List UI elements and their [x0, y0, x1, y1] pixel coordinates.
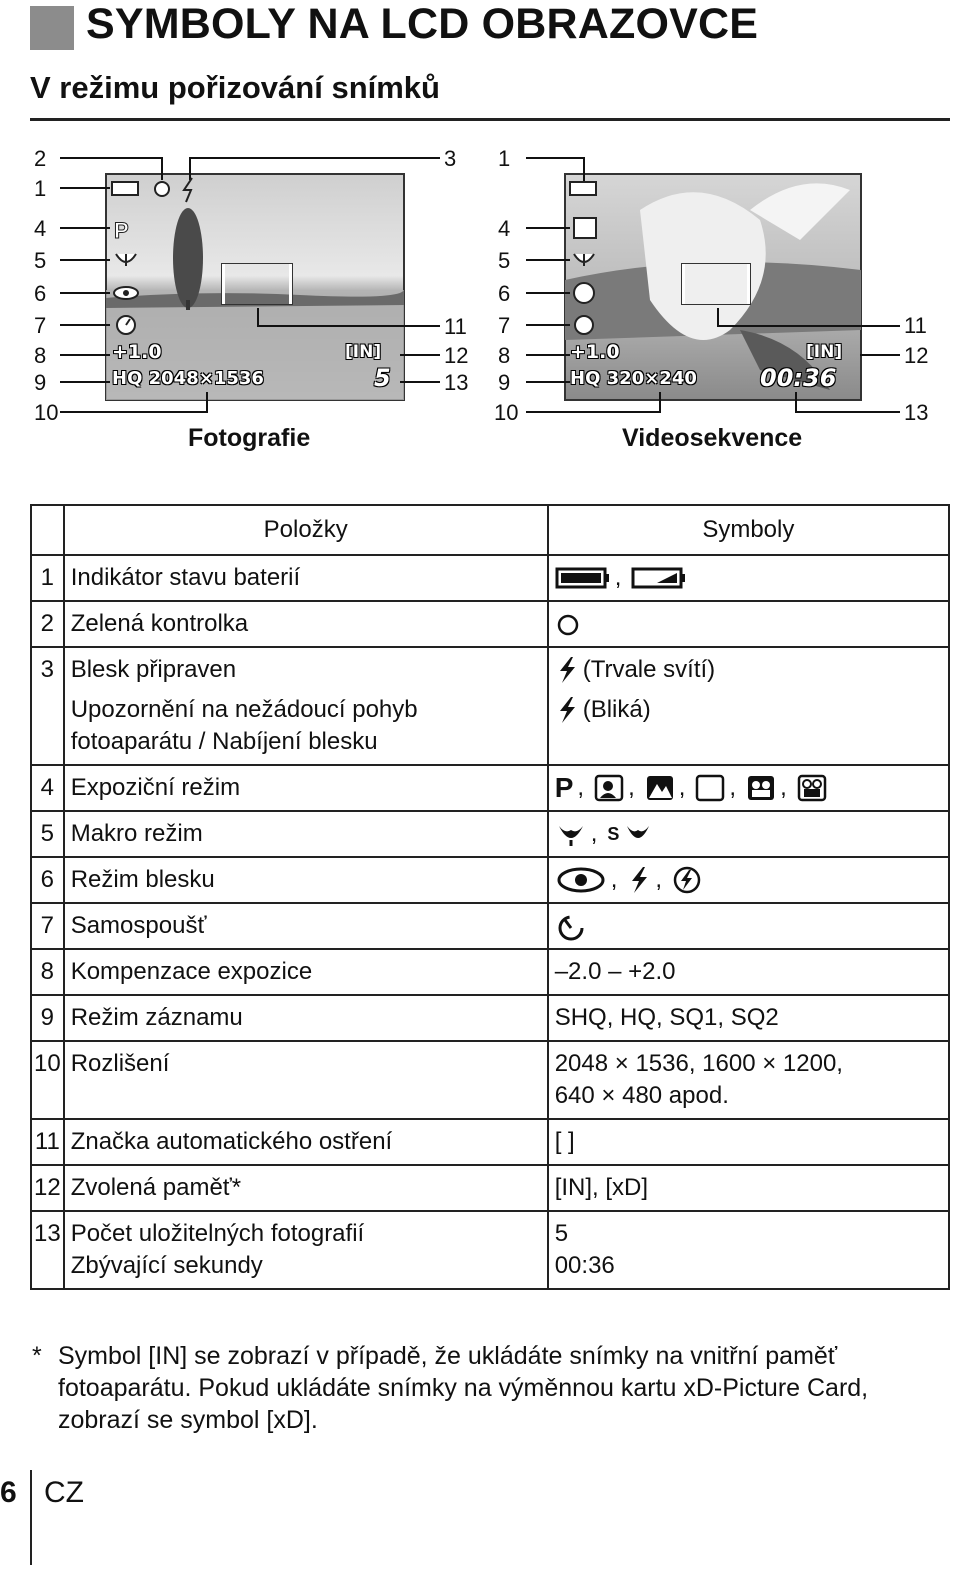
page-language: CZ	[44, 1476, 84, 1509]
row-number: 5	[31, 811, 64, 857]
red-eye-icon	[555, 865, 607, 895]
row-item	[64, 1211, 548, 1289]
row-item: Režim záznamu	[64, 995, 548, 1041]
photo-osd-quality: HQ 2048×1536	[112, 368, 264, 389]
row-number: 1	[31, 555, 64, 601]
callout-number: 13	[904, 400, 929, 425]
row-item	[64, 647, 548, 765]
row-item-line: fotoaparátu / Nabíjení blesku	[70, 728, 378, 755]
diagram-drawing	[0, 130, 960, 470]
landscape-mode-icon	[645, 774, 675, 802]
table-row	[31, 601, 949, 647]
table-row	[31, 857, 949, 903]
callout-number: 1	[498, 146, 511, 171]
svg-text:P: P	[114, 218, 129, 243]
callout-number: 3	[444, 146, 457, 171]
section-subtitle: V režimu pořizování snímků	[30, 70, 440, 105]
flash-icon	[627, 865, 651, 895]
callout-number: 7	[498, 313, 511, 338]
callout-number: 9	[498, 370, 511, 395]
row-item-line: Zbývající sekundy	[70, 1252, 263, 1279]
super-macro-icon	[623, 820, 653, 848]
symbol-text: (Trvale svítí)	[582, 656, 716, 683]
row-item: Zvolená paměť*	[64, 1165, 548, 1211]
table-row	[31, 949, 949, 995]
footer-divider	[30, 1470, 32, 1565]
symbol-line	[555, 654, 942, 686]
symbol-line	[555, 694, 942, 726]
callout-number: 7	[34, 313, 47, 338]
row-item: Expoziční režim	[64, 765, 548, 811]
footnote-text: Symbol [IN] se zobrazí v případě, že ukládáte snímky na vnitřní paměť fotoaparátu. Pokud ukládáte snímky na výměnnou kartu xD-Picture Card, zobrazí se symbol [xD].	[58, 1342, 869, 1434]
row-number: 11	[31, 1119, 64, 1165]
row-symbols	[548, 555, 949, 601]
callout-number: 2	[34, 146, 47, 171]
row-item-line: Upozornění na nežádoucí pohyb	[70, 696, 418, 723]
row-symbols: SHQ, HQ, SQ1, SQ2	[548, 995, 949, 1041]
portrait-mode-icon	[594, 774, 624, 802]
row-symbols: [IN], [xD]	[548, 1165, 949, 1211]
row-number: 3	[31, 647, 64, 765]
row-number: 9	[31, 995, 64, 1041]
footnote	[30, 1340, 950, 1436]
table-row	[31, 647, 949, 765]
video-osd-memory: [IN]	[806, 342, 843, 362]
row-item: Zelená kontrolka	[64, 601, 548, 647]
header-rule	[30, 118, 950, 121]
footnote-marker: *	[32, 1342, 42, 1370]
table-row	[31, 1041, 949, 1119]
callout-number: 12	[444, 343, 469, 368]
callout-number: 12	[904, 343, 929, 368]
row-symbols: –2.0 – +2.0	[548, 949, 949, 995]
row-number: 8	[31, 949, 64, 995]
callout-number: 4	[34, 216, 47, 241]
callout-number: 4	[498, 216, 511, 241]
row-symbols	[548, 1041, 949, 1119]
group-mode-icon	[746, 774, 776, 802]
row-number: 6	[31, 857, 64, 903]
row-item: Rozlišení	[64, 1041, 548, 1119]
page-title: SYMBOLY NA LCD OBRAZOVCE	[86, 0, 759, 48]
callout-number: 6	[34, 281, 47, 306]
symbol-text: (Bliká)	[582, 696, 651, 723]
page-number: 6	[0, 1476, 17, 1509]
row-number: 2	[31, 601, 64, 647]
video-caption: Videosekvence	[622, 424, 803, 452]
callout-number: 8	[34, 343, 47, 368]
photo-osd-exposure: +1.0	[112, 341, 162, 363]
callout-number: 11	[444, 314, 467, 339]
video-osd-exposure: +1.0	[570, 341, 620, 363]
row-item: Indikátor stavu baterií	[64, 555, 548, 601]
movie-mode-icon	[797, 774, 827, 802]
callout-number: 13	[444, 370, 469, 395]
super-macro-label: S	[607, 824, 620, 844]
table-row	[31, 555, 949, 601]
row-symbols: , ,	[548, 857, 949, 903]
table-row	[31, 811, 949, 857]
symbol-line: 00:36	[554, 1252, 615, 1279]
title-marker	[30, 6, 74, 50]
video-osd-quality: HQ 320×240	[570, 368, 697, 389]
callout-number: 8	[498, 343, 511, 368]
row-symbols: P , , , , ,	[548, 765, 949, 811]
table-row	[31, 1165, 949, 1211]
row-symbols	[548, 903, 949, 949]
video-af-mark	[682, 264, 750, 304]
macro-icon	[555, 820, 587, 848]
row-number: 13	[31, 1211, 64, 1289]
symbol-line: 640 × 480 apod.	[554, 1082, 729, 1109]
callout-number: 11	[904, 313, 927, 338]
lcd-diagrams	[0, 130, 960, 470]
flash-icon	[555, 655, 579, 685]
symbols-table	[30, 504, 950, 1290]
table-row	[31, 1119, 949, 1165]
table-header-row	[31, 505, 949, 555]
row-symbols	[548, 1211, 949, 1289]
callout-number: 10	[494, 400, 519, 425]
row-item: Značka automatického ostření	[64, 1119, 548, 1165]
row-number: 12	[31, 1165, 64, 1211]
row-symbols	[548, 601, 949, 647]
table-row	[31, 765, 949, 811]
row-item-line: Blesk připraven	[70, 656, 237, 683]
battery-full-icon	[555, 566, 611, 590]
row-number: 10	[31, 1041, 64, 1119]
row-symbols: [ ]	[548, 1119, 949, 1165]
flash-icon	[555, 695, 579, 725]
table-header-items: Položky	[64, 505, 548, 555]
callout-number: 5	[498, 248, 511, 273]
row-symbols: , S	[548, 811, 949, 857]
row-number: 4	[31, 765, 64, 811]
symbol-line: 5	[554, 1220, 569, 1247]
photo-osd-count: 5	[374, 364, 391, 392]
row-item: Režim blesku	[64, 857, 548, 903]
program-mode-label: P	[554, 772, 574, 803]
photo-osd-memory: [IN]	[345, 342, 382, 362]
row-symbols	[548, 647, 949, 765]
callout-number: 5	[34, 248, 47, 273]
row-item: Kompenzace expozice	[64, 949, 548, 995]
green-lamp-icon	[555, 612, 581, 638]
self-timer-icon	[555, 912, 587, 942]
row-item: Samospoušť	[64, 903, 548, 949]
table-header-number	[31, 505, 64, 555]
callout-number: 10	[34, 400, 59, 425]
video-osd-time: 00:36	[760, 364, 837, 392]
flash-off-icon	[672, 865, 702, 895]
callout-number: 9	[34, 370, 47, 395]
table-row	[31, 1211, 949, 1289]
battery-low-icon	[631, 566, 687, 590]
photo-af-mark	[222, 264, 292, 304]
row-item-line: Počet uložitelných fotografií	[70, 1220, 365, 1247]
symbol-line: 2048 × 1536, 1600 × 1200,	[554, 1050, 843, 1077]
callout-number: 1	[34, 176, 47, 201]
row-item: Makro režim	[64, 811, 548, 857]
night-scene-icon	[695, 774, 725, 802]
symbol-separator: ,	[614, 564, 622, 591]
table-row	[31, 995, 949, 1041]
callout-number: 6	[498, 281, 511, 306]
table-row	[31, 903, 949, 949]
row-number: 7	[31, 903, 64, 949]
photo-caption: Fotografie	[188, 424, 311, 452]
table-header-symbols: Symboly	[548, 505, 949, 555]
